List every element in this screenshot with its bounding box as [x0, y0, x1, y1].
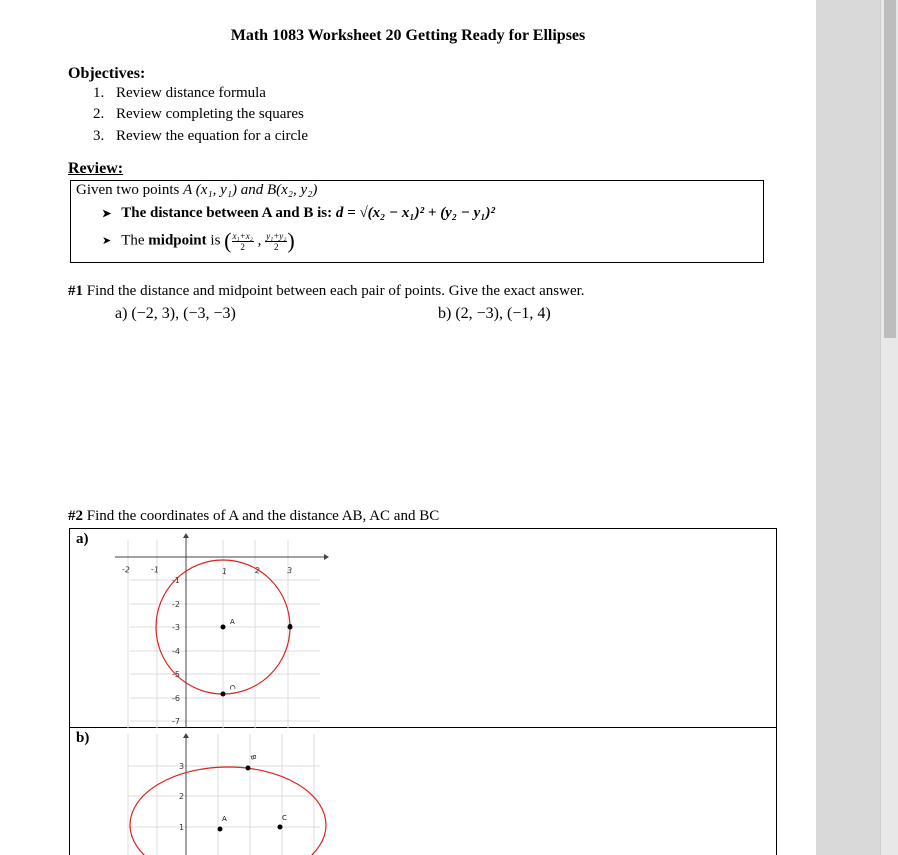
scrollbar-thumb[interactable] — [884, 0, 896, 338]
point-a-label: A — [230, 618, 235, 626]
x-tick-label: -2 — [121, 564, 131, 575]
y-tick-label: -4 — [172, 647, 180, 656]
question-1-text: Find the distance and midpoint between each pair of points. Give the exact answer. — [83, 283, 585, 299]
point-b-dot — [246, 766, 251, 771]
arrow-bullet-icon: ➤ — [102, 235, 112, 248]
x-tick-label: 3 — [286, 565, 293, 576]
objective-text: Review completing the squares — [116, 106, 304, 122]
distance-text: The distance between A and B is: — [121, 205, 336, 221]
x-tick-label: -1 — [150, 564, 160, 575]
objective-text: Review the equation for a circle — [116, 128, 308, 144]
midpoint-line — [102, 228, 295, 254]
y-axis-arrow-icon — [183, 533, 189, 538]
question-2-number: #2 — [68, 508, 83, 524]
y-tick-label: -5 — [172, 670, 180, 679]
point-c-label: C — [282, 814, 287, 822]
mid-x-numerator: x₁+x₂ — [232, 230, 253, 241]
objective-number: 2. — [93, 106, 105, 122]
y-tick-label: 1 — [179, 823, 185, 832]
objective-text: Review distance formula — [116, 85, 266, 101]
point-c-dot — [278, 825, 283, 830]
midpoint-y-fraction — [265, 231, 287, 252]
y-tick-label: -1 — [172, 576, 180, 585]
point-c-label: C — [227, 684, 237, 691]
objective-number: 3. — [93, 128, 105, 144]
x-tick-label: 2 — [254, 565, 261, 576]
point-b-expr: B(x₂, y₂) — [266, 182, 318, 198]
objective-item — [93, 128, 308, 145]
question-2-text: Find the coordinates of A and the distance AB, AC and BC — [83, 508, 440, 524]
question-1-part-b: b) (2, −3), (−1, 4) — [438, 305, 551, 322]
point-b-label: B — [288, 623, 293, 631]
question-1-number: #1 — [68, 283, 83, 299]
open-paren-icon: ( — [224, 228, 232, 253]
mid-y-numerator: y₁+y₂ — [266, 230, 287, 241]
graph-b-ellipse — [130, 767, 326, 855]
y-tick-label: -6 — [172, 694, 180, 703]
midpoint-prefix: The — [121, 232, 149, 249]
vertical-scrollbar[interactable] — [880, 0, 898, 855]
graph-b-label: b) — [76, 730, 90, 746]
point-a-expr: A (x₁, y₁) — [183, 182, 237, 198]
midpoint-is: is — [206, 232, 225, 249]
x-axis-arrow-icon — [324, 554, 329, 560]
document-title: Math 1083 Worksheet 20 Getting Ready for Ellipses — [230, 27, 586, 44]
objective-number: 1. — [93, 85, 105, 101]
question-1-part-a: a) (−2, 3), (−3, −3) — [115, 305, 236, 322]
arrow-bullet-icon: ➤ — [102, 208, 112, 220]
midpoint-x-fraction — [232, 231, 254, 252]
y-tick-label: -7 — [172, 717, 180, 726]
y-axis-arrow-icon — [183, 733, 189, 738]
review-heading: Review: — [68, 160, 124, 177]
question-1 — [68, 283, 585, 300]
close-paren-icon: ) — [287, 228, 295, 253]
and-word: and — [236, 182, 267, 198]
distance-formula: d = √(x₂ − x₁)² + (y₂ − y₁)² — [335, 205, 496, 221]
question-2 — [68, 508, 439, 525]
x-tick-label: 1 — [221, 566, 228, 577]
review-given-line — [76, 182, 317, 199]
mid-x-denominator: 2 — [240, 241, 245, 252]
midpoint-word: midpoint — [148, 232, 207, 249]
graph-b — [110, 729, 330, 855]
point-a-dot — [218, 827, 223, 832]
y-tick-label: -2 — [172, 600, 180, 609]
mid-y-denominator: 2 — [273, 241, 279, 252]
point-a-label: A — [222, 815, 227, 823]
point-c-dot — [221, 692, 226, 697]
objective-item — [93, 85, 266, 102]
graph-a-label: a) — [76, 531, 89, 547]
objective-item — [93, 106, 304, 123]
graph-a — [110, 530, 330, 730]
comma-glyph: , — [253, 232, 266, 249]
point-a-dot — [221, 625, 226, 630]
y-tick-label: 3 — [179, 762, 185, 771]
point-b-label: B — [248, 754, 258, 761]
distance-line — [102, 205, 495, 222]
y-tick-label: 2 — [179, 792, 185, 801]
y-tick-label: -3 — [172, 623, 180, 632]
given-text: Given two points — [76, 182, 184, 198]
objectives-heading: Objectives: — [68, 65, 146, 82]
